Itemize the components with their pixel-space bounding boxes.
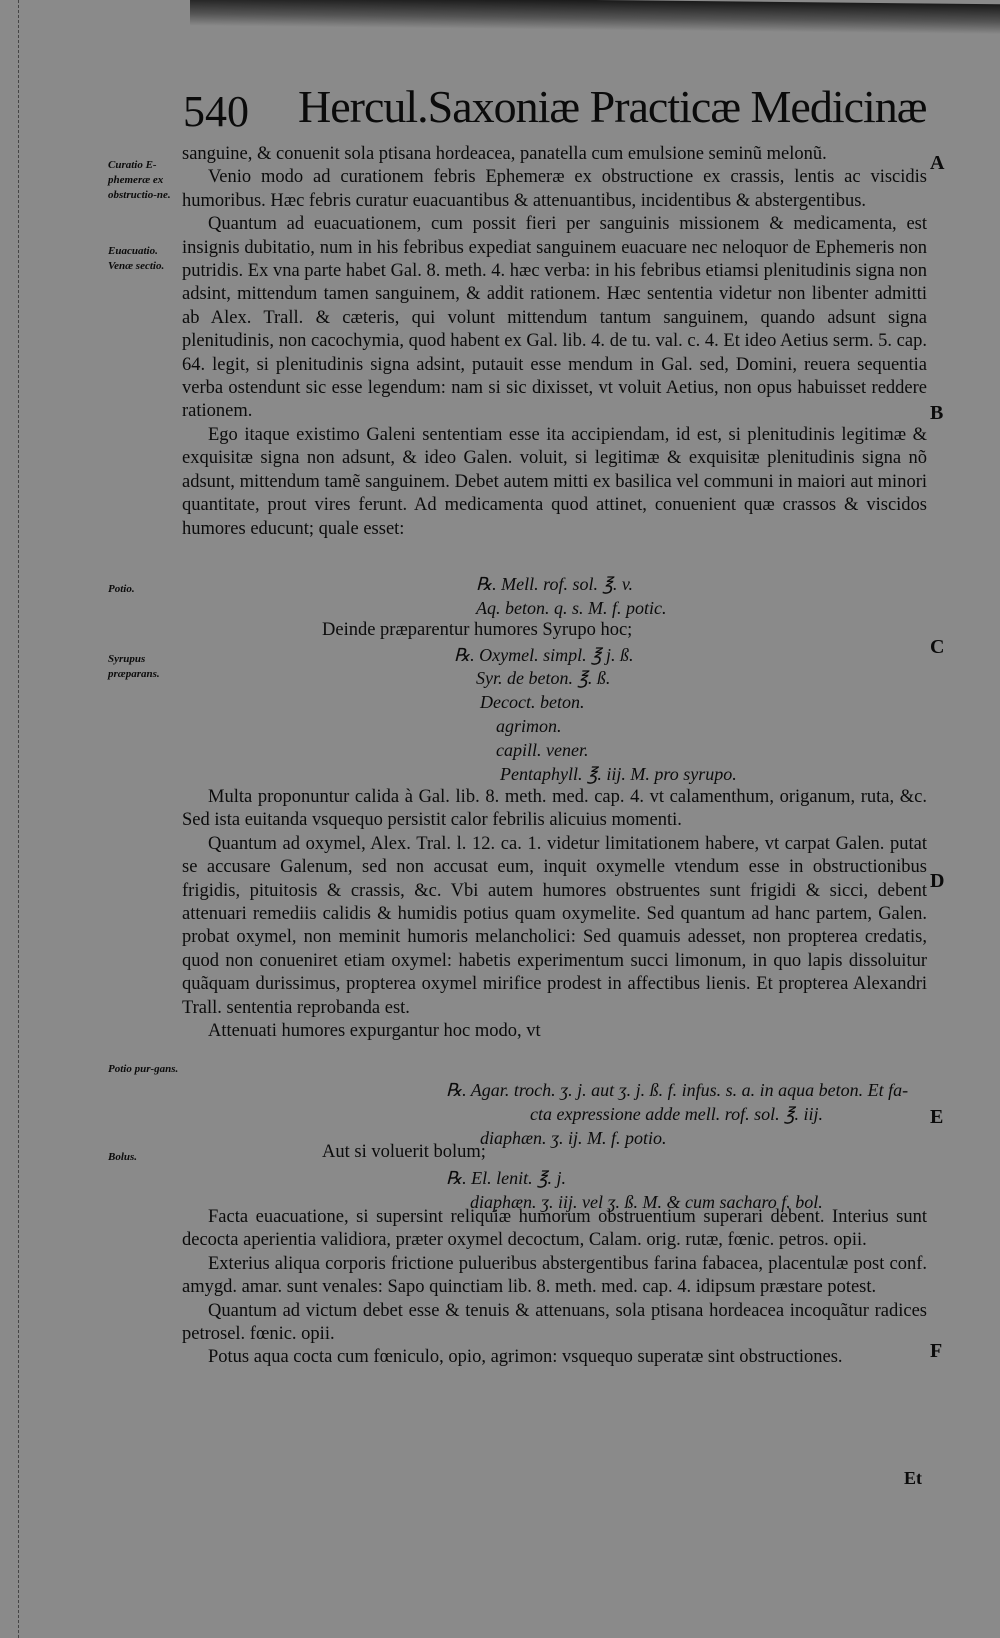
paragraph: Quantum ad oxymel, Alex. Tral. l. 12. ca. 1. videtur limitationem habere, vt carpat Galen. putat se accusare Galenum, sed non accusat eum, inquit oxymelle vtendum esse in obstructionibus frigidis, pituitosis & crassis, &c. Vbi autem humores obstruentes sunt frigidi & sicci, debent attenuari remediis calidis & humidis potius quam oxymelite. Sed quantum ad hanc partem, Galen. probat oxymel, non meminit humoris melancholici: Sed quamuis adesset, non propterea credatis, quod non conueniret etiam oxymel: habetis experimentum succi limonum, in quo lapis dissoluitur quãquam durissimus, propterea oxymel mirifice prodest in affectibus lienis. Et propterea Alexandri Trall. sententia reprobanda est. bbox=[182, 833, 927, 1018]
paragraph: Exterius aliqua corporis frictione pulueribus abstergentibus farina fabacea, placentulæ post conf. amygd. amar. sunt venales: Sapo quinctiam lib. 8. meth. med. cap. 4. idipsum præstare potest. bbox=[182, 1253, 927, 1298]
text-block-2 bbox=[182, 786, 927, 1043]
text-block-1 bbox=[182, 143, 927, 541]
recipe-line: ℞. El. lenit. ℥. j. bbox=[446, 1168, 567, 1188]
section-letter-d: D bbox=[930, 870, 945, 892]
page-number: 540 bbox=[183, 87, 249, 136]
recipe-line: agrimon. bbox=[496, 716, 562, 736]
section-letter-e: E bbox=[930, 1106, 944, 1128]
recipe-intro: Deinde præparentur humores Syrupo hoc; bbox=[322, 620, 633, 640]
recipe-line: diaphæn. ʒ. ij. M. f. potio. bbox=[480, 1128, 667, 1148]
recipe-line: ℞. Agar. troch. ʒ. j. aut ʒ. j. ß. f. infus. s. a. in aqua beton. Et fa- bbox=[446, 1080, 909, 1100]
section-letter-a: A bbox=[930, 152, 945, 174]
catchword: Et bbox=[904, 1468, 922, 1488]
margin-note-potio-purgans: Potio pur-gans. bbox=[108, 1063, 179, 1075]
recipe-line: capill. vener. bbox=[496, 740, 589, 760]
paragraph: Potus aqua cocta cum fœniculo, opio, agrimon: vsquequo superatæ sint obstructiones. bbox=[208, 1347, 843, 1368]
paragraph: Attenuati humores expurgantur hoc modo, vt bbox=[208, 1021, 541, 1042]
margin-note-potio: Potio. bbox=[108, 583, 135, 595]
text-block-3 bbox=[182, 1206, 927, 1370]
recipe-line: Decoct. beton. bbox=[480, 692, 585, 712]
paragraph: sanguine, & conuenit sola ptisana hordeacea, panatella cum emulsione seminũ melonũ. bbox=[182, 144, 827, 164]
paragraph: Venio modo ad curationem febris Ephemeræ ex obstructione ex crassis, lentis ac viscidis humoribus. Hæc febris curatur euacuantibus & attenuantibus, incidentibus & abstergentibus. bbox=[182, 167, 927, 211]
recipe-line: ℞. Mell. rof. sol. ℥. v. bbox=[476, 574, 634, 594]
page-header bbox=[183, 80, 927, 150]
recipe-line: Syr. de beton. ℥. ß. bbox=[476, 668, 611, 688]
recipe-line: cta expressione adde mell. rof. sol. ℥. iij. bbox=[530, 1104, 824, 1124]
margin-note-syrupus: Syrupus præparans. bbox=[108, 653, 160, 680]
paragraph: Quantum ad euacuationem, cum possit fieri per sanguinis missionem & medicamenta, est insignis dubitatio, num in his febribus expediat sanguinem euacuare nec neloquor de Ephemeris non putridis. Ex vna parte habet Gal. 8. meth. 4. hæc verba: in his febribus etiamsi plenitudinis signa non adsint, mittendum tamen sanguinem, & addit rationem. Hæc sententia videtur non libenter admitti ab Alex. Trall. & cæteris, qui volunt mittendum tantum sanguinem, quando adsunt signa plenitudinis, non cacochymia, quod habent ex Gal. lib. 4. de tu. val. c. 4. Et ideo Aetius serm. 5. cap. 64. legit, si plenitudinis signa adsint, putauit esse mendum in Gal. sed, Domini, reuera sequentia verba ostendunt sic esse legendum: nam si sic dixisset, vt voluit Aetius, non opus habuisset reddere rationem. bbox=[182, 214, 927, 422]
margin-note-euacuatio: Euacuatio. Venæ sectio. bbox=[108, 245, 165, 272]
section-letter-b: B bbox=[930, 402, 944, 424]
recipe-line: diaphæn. ʒ. iij. vel ʒ. ß. M. & cum sacharo f. bol. bbox=[470, 1192, 823, 1212]
page-left-edge bbox=[0, 0, 19, 1638]
section-letter-f: F bbox=[930, 1340, 943, 1362]
recipe-intro: Aut si voluerit bolum; bbox=[322, 1142, 486, 1162]
paragraph: Facta euacuatione, si supersint reliquiæ humorum obstruentium superari debent. Interius sunt decocta aperientia validiora, præter oxymel decoctum, Calam. orig. rutæ, fœnic. petros. opii. bbox=[182, 1207, 927, 1251]
recipe-line: ℞. Oxymel. simpl. ℥ j. ß. bbox=[454, 645, 634, 665]
running-title: Hercul.Saxoniæ Practicæ Medicinæ bbox=[298, 81, 927, 132]
page-top-shadow bbox=[190, 0, 1000, 34]
margin-note-bolus: Bolus. bbox=[108, 1151, 138, 1163]
margin-note-curatio: Curatio E-phemeræ ex obstructio-ne. bbox=[108, 159, 171, 201]
recipe-line: Pentaphyll. ℥. iij. M. pro syrupo. bbox=[500, 764, 737, 784]
paragraph: Multa proponuntur calida à Gal. lib. 8. meth. med. cap. 4. vt calamenthum, origanum, ruta, &c. Sed ista euitanda vsquequo persistit calor febrilis alicuius momenti. bbox=[182, 787, 927, 831]
paragraph: Quantum ad victum debet esse & tenuis & attenuans, sola ptisana hordeacea incoquãtur radices petrosel. fœnic. opii. bbox=[182, 1300, 927, 1345]
recipe-line: Aq. beton. q. s. M. f. potic. bbox=[476, 598, 667, 618]
paragraph: Ego itaque existimo Galeni sententiam esse ita accipiendam, id est, si plenitudinis legitimæ & exquisitæ signa non adsunt, & ideo Galen. voluit, si legitimæ & exquisitæ plenitudinis signa nõ adsunt, mittendum tamẽ sanguinem. Debet autem mitti ex basilica vel communi in maiori aut minori quantitate, prout vires ferunt. Ad medicamenta quod attinet, conuenient quæ crassos & viscidos humores educunt; quale esset: bbox=[182, 424, 927, 539]
section-letter-c: C bbox=[930, 636, 945, 658]
